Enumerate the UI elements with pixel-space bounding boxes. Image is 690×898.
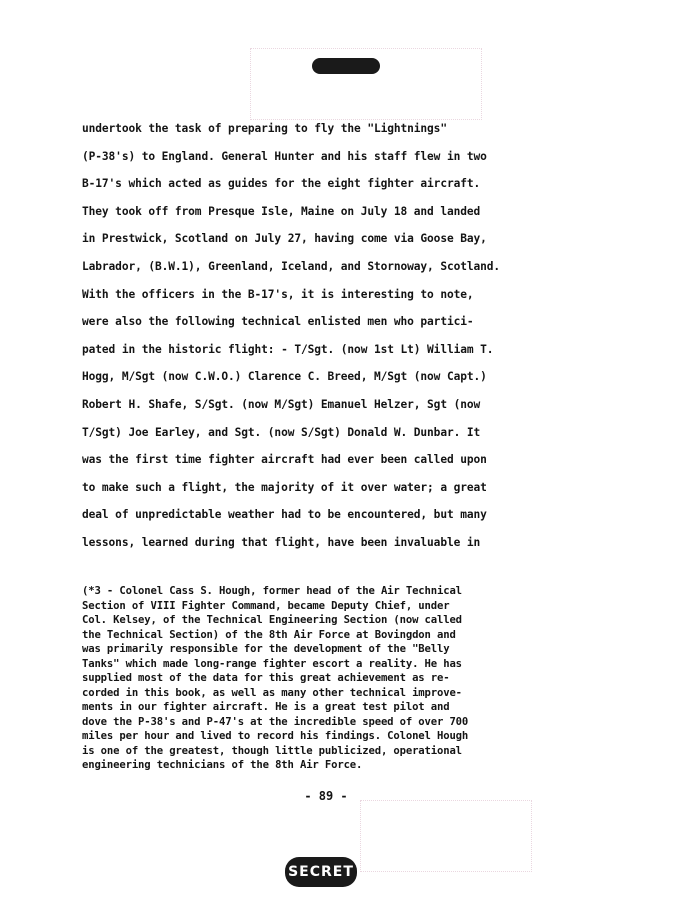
footnote-line: (*3 - Colonel Cass S. Hough, former head of the Air Technical xyxy=(82,585,462,597)
body-line: in Prestwick, Scotland on July 27, having come via Goose Bay, xyxy=(82,232,487,246)
footnote-line: is one of the greatest, though little publicized, operational xyxy=(82,744,462,757)
footnote-line: the Technical Section) of the 8th Air Force at Bovingdon and xyxy=(82,628,456,641)
body-line: lessons, learned during that flight, have been invaluable in xyxy=(82,535,481,549)
body-line: were also the following technical enlisted men who partici- xyxy=(82,315,474,329)
body-line: They took off from Presque Isle, Maine on July 18 and landed xyxy=(82,204,481,218)
body-line: deal of unpredictable weather had to be encountered, but many xyxy=(82,508,487,522)
footnote-line: supplied most of the data for this great achievement as re- xyxy=(82,672,450,684)
footnote-line: corded in this book, as well as many other technical improve- xyxy=(82,686,462,699)
body-line: B-17's which acted as guides for the eight fighter aircraft. xyxy=(82,177,481,191)
footnote-line: ments in our fighter aircraft. He is a great test pilot and xyxy=(82,701,450,713)
footnote-line: was primarily responsible for the development of the "Belly xyxy=(82,643,450,655)
body-line: Robert H. Shafe, S/Sgt. (now M/Sgt) Emanuel Helzer, Sgt (now xyxy=(82,397,481,411)
footnote-line: Section of VIII Fighter Command, became Deputy Chief, under xyxy=(82,599,450,612)
footnote-line: Col. Kelsey, of the Technical Engineering Section (now called xyxy=(82,614,462,626)
footnote-line: dove the P-38's and P-47's at the incredible speed of over 700 xyxy=(82,715,469,728)
page-number: - 89 - xyxy=(304,789,348,803)
footnote-line: miles per hour and lived to record his findings. Colonel Hough xyxy=(82,730,469,742)
body-line: Hogg, M/Sgt (now C.W.O.) Clarence C. Breed, M/Sgt (now Capt.) xyxy=(82,370,487,384)
body-line: With the officers in the B-17's, it is interesting to note, xyxy=(82,287,474,301)
footnote-line: Tanks" which made long-range fighter escort a reality. He has xyxy=(82,657,462,670)
body-line: T/Sgt) Joe Earley, and Sgt. (now S/Sgt) Donald W. Dunbar. It xyxy=(82,425,481,439)
body-line: to make such a flight, the majority of it over water; a great xyxy=(82,480,487,494)
body-line: Labrador, (B.W.1), Greenland, Iceland, and Stornoway, Scotland. xyxy=(82,259,501,273)
secret-stamp: SECRET xyxy=(285,857,357,887)
body-line: was the first time fighter aircraft had ever been called upon xyxy=(82,453,487,467)
footnote-line: engineering technicians of the 8th Air Force. xyxy=(82,759,363,771)
faint-stamp-ghost xyxy=(250,48,482,120)
body-line: (P-38's) to England. General Hunter and his staff flew in two xyxy=(82,149,487,163)
body-paragraph xyxy=(82,120,542,562)
body-line: undertook the task of preparing to fly the "Lightnings" xyxy=(82,122,447,135)
body-line: pated in the historic flight: - T/Sgt. (now 1st Lt) William T. xyxy=(82,342,494,356)
footnote xyxy=(82,584,542,773)
faint-stamp-ghost-bottom xyxy=(360,800,532,872)
